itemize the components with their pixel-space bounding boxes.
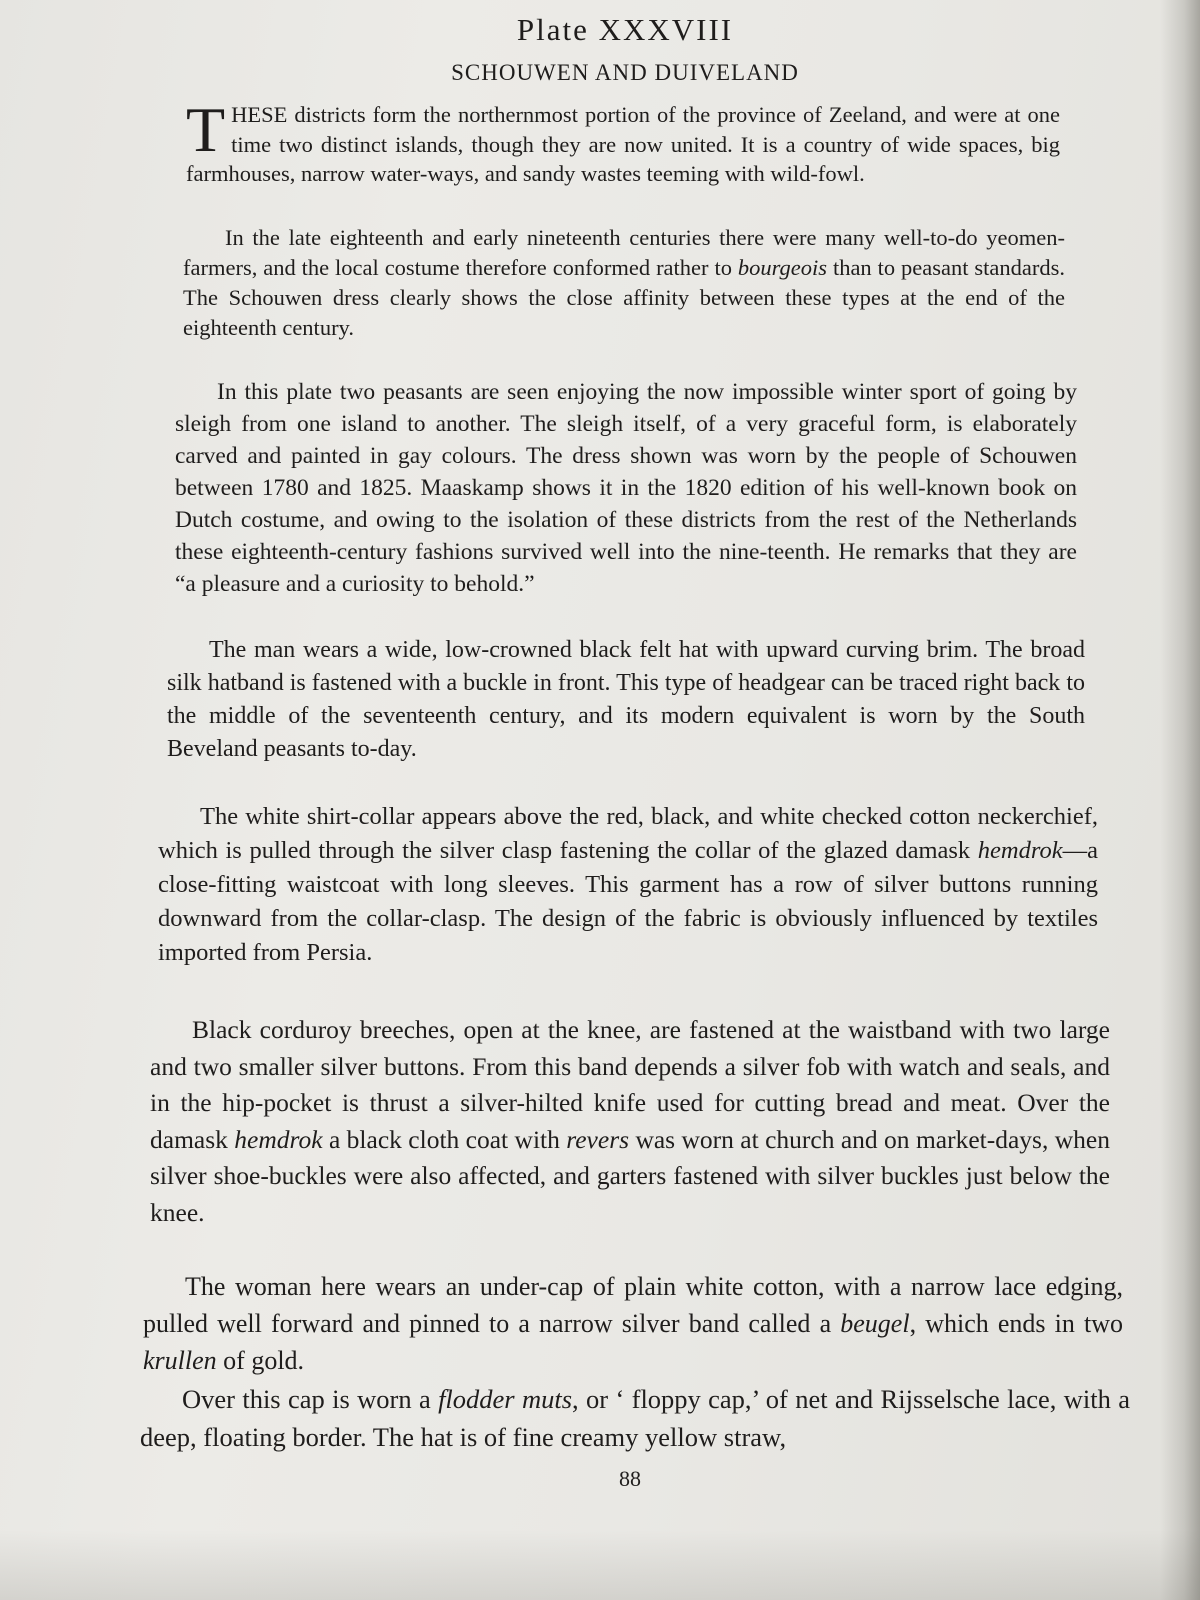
paragraph-5 (158, 800, 1098, 970)
italic-term: revers (566, 1124, 630, 1154)
page-bottom-shadow (0, 1530, 1200, 1600)
italic-term: hemdrok (977, 837, 1063, 864)
paragraph-8 (140, 1380, 1130, 1456)
paragraph-5-text: The white shirt-collar appears above the red, black, and white checked cotton neckerchief, which is pulled through the silver clasp fastening the collar of the glazed damask (158, 803, 1098, 864)
paragraph-2 (183, 223, 1065, 343)
paragraph-3-text: In this plate two peasants are seen enjoying the now impossible winter sport of going by sleigh from one island to another. The sleigh itself, of a very graceful form, is elaborately carved and painted in gay colours. The dress shown was worn by the people of Schouwen between 1780 and 1825. Maaskamp shows it in the 1820 edition of his well-known book on Dutch costume, and owing to the isolation of these districts from the rest of the Netherlands these eighteenth-century fashions survived well into the nine-teenth. He remarks that they are “a pleasure and a curiosity to behold.” (175, 379, 1077, 597)
paragraph-6-text: Black corduroy breeches, open at the knee, are fastened at the waistband with two large and two smaller silver buttons. From this band depends a silver fob with watch and seals, and in the hip-pocket is thrust a silver-hilted knife used for cutting bread and meat. Over the damask (150, 1015, 1110, 1154)
paragraph-5-text: —a close-fitting waistcoat with long sleeves. This garment has a row of silver buttons running downward from the collar-clasp. The design of the fabric is obviously influenced by textiles imported from Persia. (158, 837, 1098, 966)
italic-term: beugel (840, 1309, 910, 1338)
plate-subtitle: SCHOUWEN AND DUIVELAND (451, 60, 799, 85)
paragraph-7-text: The woman here wears an under-cap of plain white cotton, with a narrow lace edging, pulled well forward and pinned to a narrow silver band called a (143, 1272, 1123, 1338)
paragraph-8-text: Over this cap is worn a (182, 1384, 439, 1414)
plate-title: Plate XXXVIII (516, 12, 734, 47)
paragraph-7-text: of gold. (216, 1346, 305, 1375)
paragraph-2-text: than to peasant standards. The Schouwen dress clearly shows the close affinity between these types at the end of the eighteenth century. (183, 255, 1066, 340)
paragraph-7 (143, 1268, 1123, 1379)
paragraph-4-text: The man wears a wide, low-crowned black felt hat with upward curving brim. The broad silk hatband is fastened with a buckle in front. This type of headgear can be traced right back to the middle of the seventeenth century, and its modern equivalent is worn by the South Beveland peasants to-day. (167, 637, 1085, 762)
paragraph-1 (186, 94, 1060, 189)
paragraph-8-text: , or ‘ floppy cap,’ of net and Rijsselsche lace, with a deep, floating border. The hat is of fine creamy yellow straw, (140, 1384, 1130, 1452)
italic-term: krullen (143, 1346, 217, 1375)
paragraph-6-text: a black cloth coat with (322, 1124, 567, 1154)
italic-term: flodder muts (438, 1384, 573, 1414)
paragraph-6-text: was worn at church and on market-days, when silver shoe-buckles were also affected, and garters fastened with silver buckles just below the knee. (150, 1124, 1110, 1227)
italic-term: bourgeois (737, 255, 828, 280)
paragraph-6 (150, 1012, 1110, 1231)
paragraph-1-text: HESE districts form the northernmost portion of the province of Zeeland, and were at one time two distinct islands, though they are now united. It is a country of wide spaces, big farmhouses, narrow water-ways, and sandy wastes teeming with wild-fowl. (186, 102, 1060, 186)
page-number: 88 (619, 1466, 641, 1491)
paragraph-3 (175, 376, 1077, 600)
paragraph-4 (167, 634, 1085, 766)
drop-cap: T (186, 94, 226, 165)
italic-term: hemdrok (234, 1124, 323, 1154)
paragraph-7-text: , which ends in two (909, 1309, 1124, 1338)
page-edge-shadow (1160, 0, 1200, 1600)
paragraph-2-text: In the late eighteenth and early nineteenth centuries there were many well-to-do yeomen-farmers, and the local costume therefore conformed rather to (183, 225, 1065, 280)
